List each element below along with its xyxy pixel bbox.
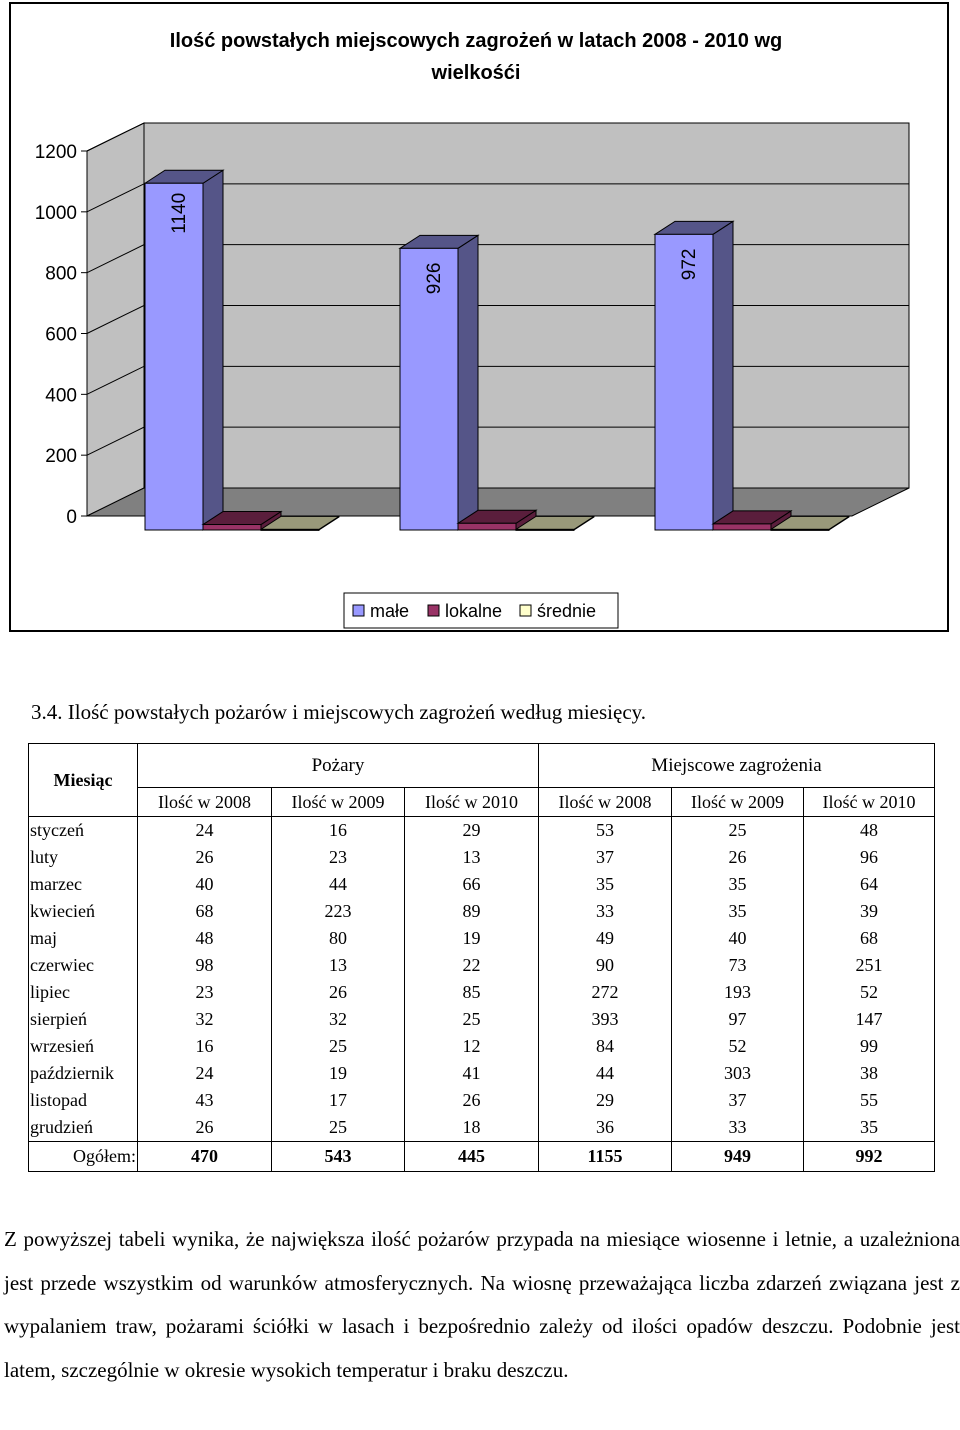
month-header: Miesiąc: [29, 744, 138, 817]
value-cell: 26: [138, 1114, 272, 1142]
value-cell: 22: [405, 952, 539, 979]
group-header-threats: Miejscowe zagrożenia: [539, 744, 935, 788]
month-cell: kwiecień: [29, 898, 138, 925]
value-cell: 12: [405, 1033, 539, 1060]
month-cell: styczeń: [29, 817, 138, 845]
value-cell: 96: [804, 844, 935, 871]
value-cell: 24: [138, 1060, 272, 1087]
bar: [203, 525, 261, 530]
value-cell: 49: [539, 925, 672, 952]
value-cell: 29: [405, 817, 539, 845]
bar: [713, 524, 771, 530]
value-cell: 35: [672, 871, 804, 898]
value-cell: 89: [405, 898, 539, 925]
month-cell: luty: [29, 844, 138, 871]
value-cell: 41: [405, 1060, 539, 1087]
value-cell: 38: [804, 1060, 935, 1087]
value-cell: 17: [272, 1087, 405, 1114]
data-label: 926: [424, 262, 446, 295]
legend-swatch: [428, 605, 439, 616]
value-cell: 251: [804, 952, 935, 979]
value-cell: 272: [539, 979, 672, 1006]
value-cell: 19: [405, 925, 539, 952]
month-cell: marzec: [29, 871, 138, 898]
value-cell: 33: [672, 1114, 804, 1142]
y-tick-label: 1200: [34, 142, 77, 163]
value-cell: 29: [539, 1087, 672, 1114]
table-row: [29, 979, 935, 1006]
table-row: [29, 898, 935, 925]
value-cell: 33: [539, 898, 672, 925]
value-cell: 80: [272, 925, 405, 952]
column-header: Ilość w 2010: [804, 788, 935, 817]
value-cell: 37: [539, 844, 672, 871]
value-cell: 193: [672, 979, 804, 1006]
value-cell: 35: [539, 871, 672, 898]
month-cell: grudzień: [29, 1114, 138, 1142]
table-row: [29, 871, 935, 898]
value-cell: 55: [804, 1087, 935, 1114]
value-cell: 52: [804, 979, 935, 1006]
month-cell: maj: [29, 925, 138, 952]
column-header: Ilość w 2009: [272, 788, 405, 817]
value-cell: 23: [138, 979, 272, 1006]
table-row: [29, 1060, 935, 1087]
total-cell: 949: [672, 1142, 804, 1172]
value-cell: 40: [672, 925, 804, 952]
value-cell: 13: [272, 952, 405, 979]
summary-paragraph: Z powyższej tabeli wynika, że największa ilość pożarów przypada na miesiące wiosenne i letnie, a uzależniona jest przede wszystkim od warunków atmosferycznych. Na wiosnę przeważająca liczba zdarzeń związana jest z wypalaniem traw, pożarami ściółki w lasach i bezpośrednio zależy od ilości opadów deszczu. Podobnie jest latem, szczególnie w okresie wysokich temperatur i braku deszczu.: [4, 1227, 960, 1382]
value-cell: 26: [672, 844, 804, 871]
data-label: 1140: [169, 192, 191, 234]
value-cell: 26: [405, 1087, 539, 1114]
table-row: [29, 844, 935, 871]
value-cell: 32: [138, 1006, 272, 1033]
value-cell: 43: [138, 1087, 272, 1114]
value-cell: 26: [138, 844, 272, 871]
value-cell: 85: [405, 979, 539, 1006]
value-cell: 99: [804, 1033, 935, 1060]
table-row: [29, 817, 935, 845]
month-cell: lipiec: [29, 979, 138, 1006]
value-cell: 90: [539, 952, 672, 979]
column-header: Ilość w 2008: [138, 788, 272, 817]
y-tick-label: 1000: [34, 202, 77, 224]
value-cell: 44: [272, 871, 405, 898]
value-cell: 48: [804, 817, 935, 845]
month-cell: wrzesień: [29, 1033, 138, 1060]
value-cell: 40: [138, 871, 272, 898]
table-row: [29, 925, 935, 952]
value-cell: 35: [804, 1114, 935, 1142]
total-label: Ogółem:: [29, 1142, 138, 1172]
month-cell: październik: [29, 1060, 138, 1087]
table-row: [29, 952, 935, 979]
value-cell: 39: [804, 898, 935, 925]
bar-side: [713, 221, 733, 530]
value-cell: 13: [405, 844, 539, 871]
bar: [771, 529, 829, 530]
month-cell: czerwiec: [29, 952, 138, 979]
value-cell: 223: [272, 898, 405, 925]
value-cell: 68: [804, 925, 935, 952]
value-cell: 48: [138, 925, 272, 952]
y-tick-label: 200: [45, 446, 77, 468]
value-cell: 25: [272, 1033, 405, 1060]
value-cell: 52: [672, 1033, 804, 1060]
value-cell: 68: [138, 898, 272, 925]
value-cell: 16: [272, 817, 405, 845]
value-cell: 97: [672, 1006, 804, 1033]
total-cell: 992: [804, 1142, 935, 1172]
table-row: [29, 1114, 935, 1142]
bar: [458, 523, 516, 530]
value-cell: 26: [272, 979, 405, 1006]
y-tick-label: 600: [45, 324, 77, 346]
value-cell: 25: [405, 1006, 539, 1033]
value-cell: 35: [672, 898, 804, 925]
section-heading: 3.4. Ilość powstałych pożarów i miejscowych zagrożeń według miesięcy.: [31, 700, 647, 724]
total-row: [29, 1142, 935, 1172]
value-cell: 147: [804, 1006, 935, 1033]
y-tick-label: 400: [45, 385, 77, 407]
value-cell: 37: [672, 1087, 804, 1114]
total-cell: 543: [272, 1142, 405, 1172]
month-cell: listopad: [29, 1087, 138, 1114]
value-cell: 98: [138, 952, 272, 979]
column-header: Ilość w 2010: [405, 788, 539, 817]
group-header-fires: Pożary: [138, 744, 539, 788]
value-cell: 18: [405, 1114, 539, 1142]
y-tick-label: 800: [45, 263, 77, 285]
column-header: Ilość w 2008: [539, 788, 672, 817]
data-label: 972: [679, 248, 701, 281]
value-cell: 32: [272, 1006, 405, 1033]
value-cell: 64: [804, 871, 935, 898]
value-cell: 23: [272, 844, 405, 871]
month-cell: sierpień: [29, 1006, 138, 1033]
table-row: [29, 1033, 935, 1060]
bar: [261, 529, 319, 530]
value-cell: 36: [539, 1114, 672, 1142]
bar: [516, 529, 574, 530]
bar-side: [458, 235, 478, 530]
value-cell: 44: [539, 1060, 672, 1087]
column-header: Ilość w 2009: [672, 788, 804, 817]
chart-title: Ilość powstałych miejscowych zagrożeń w latach 2008 - 2010 wg wielkośći: [169, 30, 783, 84]
legend-label: małe: [370, 601, 410, 621]
value-cell: 53: [539, 817, 672, 845]
value-cell: 303: [672, 1060, 804, 1087]
bar-chart: [11, 4, 947, 630]
value-cell: 66: [405, 871, 539, 898]
chart-frame: [9, 2, 949, 632]
bar-side: [203, 170, 223, 530]
value-cell: 24: [138, 817, 272, 845]
value-cell: 393: [539, 1006, 672, 1033]
value-cell: 16: [138, 1033, 272, 1060]
value-cell: 25: [272, 1114, 405, 1142]
value-cell: 19: [272, 1060, 405, 1087]
monthly-table: [28, 743, 935, 1172]
legend-swatch: [520, 605, 531, 616]
value-cell: 73: [672, 952, 804, 979]
total-cell: 470: [138, 1142, 272, 1172]
value-cell: 84: [539, 1033, 672, 1060]
table-body: [29, 817, 935, 1142]
value-cell: 25: [672, 817, 804, 845]
total-cell: 445: [405, 1142, 539, 1172]
legend-swatch: [353, 605, 364, 616]
total-cell: 1155: [539, 1142, 672, 1172]
table-row: [29, 1006, 935, 1033]
y-tick-label: 0: [66, 507, 77, 528]
legend-label: średnie: [537, 601, 597, 621]
table-row: [29, 1087, 935, 1114]
legend-label: lokalne: [445, 601, 503, 621]
bar: [145, 183, 203, 530]
